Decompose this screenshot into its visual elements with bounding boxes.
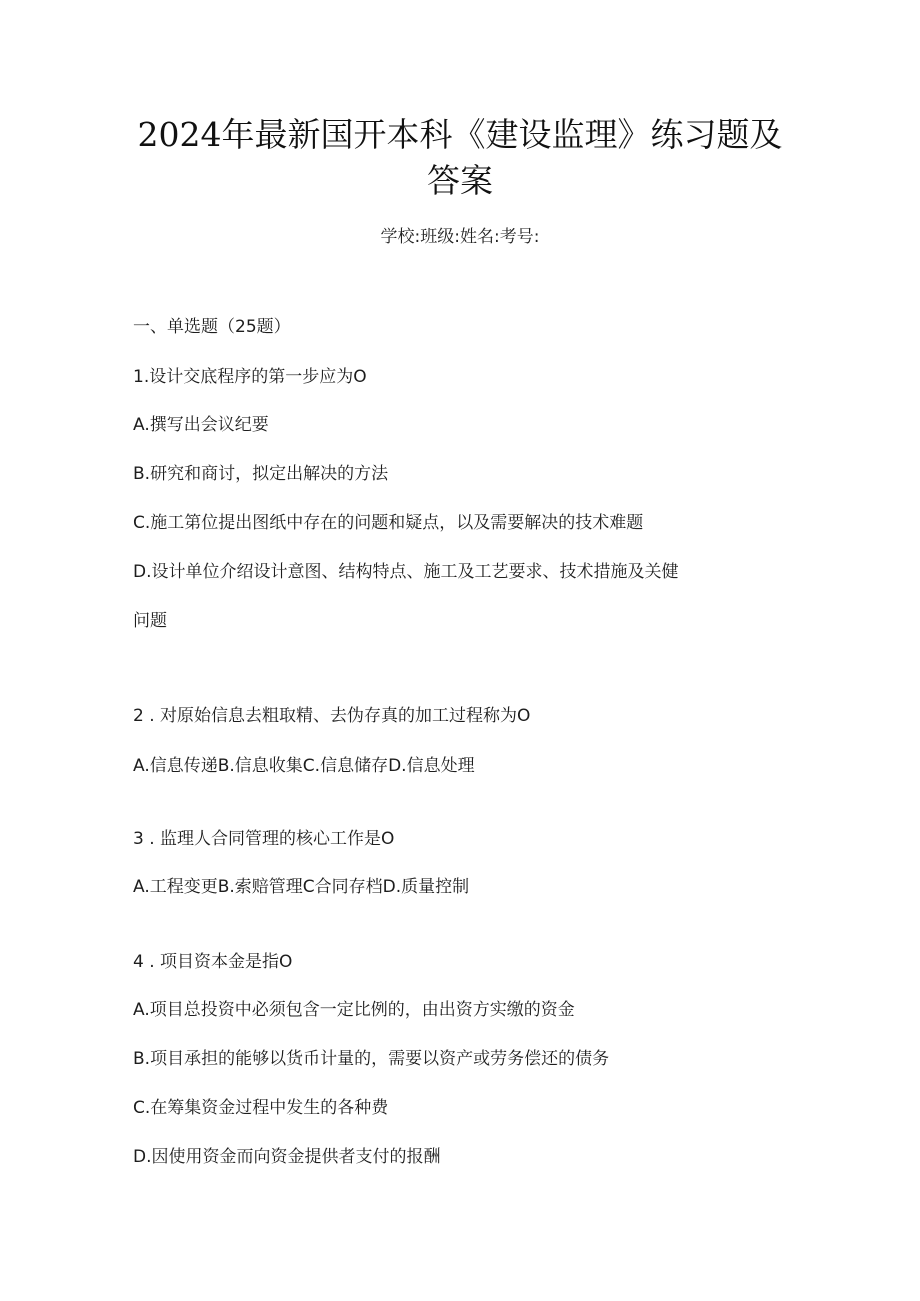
question-1-option-a: A.撰写出会议纪要 — [133, 415, 269, 435]
document-title-line-2: 答案 — [427, 161, 493, 200]
question-2-options: A.信息传递B.信息收集C.信息储存D.信息处理 — [133, 756, 475, 776]
question-4-stem: 4 . 项目资本金是指O — [133, 952, 293, 972]
question-1-stem: 1.设计交底程序的第一步应为O — [133, 367, 367, 387]
question-4-option-d: D.因使用资金而向资金提供者支付的报酬 — [133, 1147, 441, 1167]
question-1-option-b: B.研究和商讨，拟定出解决的方法 — [133, 464, 389, 484]
question-4-option-a: A.项目总投资中必须包含一定比例的，由出资方实缴的资金 — [133, 1000, 575, 1020]
question-1-option-d: D.设计单位介绍设计意图、结构特点、施工及工艺要求、技术措施及关健 — [133, 562, 679, 582]
section-heading: 一、单选题（25题） — [133, 317, 291, 337]
question-1-option-d-continued: 问题 — [133, 611, 167, 631]
question-4-option-b: B.项目承担的能够以货币计量的，需要以资产或劳务偿还的债务 — [133, 1049, 610, 1069]
question-2-stem: 2 . 对原始信息去粗取精、去伪存真的加工过程称为O — [133, 706, 531, 726]
document-title-line-1: 2024年最新国开本科《建设监理》练习题及 — [137, 115, 783, 154]
question-4-option-c: C.在筹集资金过程中发生的各种费 — [133, 1098, 389, 1118]
question-1-option-c: C.施工第位提出图纸中存在的问题和疑点，以及需要解决的技术难题 — [133, 513, 644, 533]
question-3-options: A.工程变更B.索赔管理C合同存档D.质量控制 — [133, 877, 470, 897]
question-3-stem: 3 . 监理人合同管理的核心工作是O — [133, 829, 395, 849]
student-info-line: 学校:班级:姓名:考号: — [380, 227, 540, 247]
